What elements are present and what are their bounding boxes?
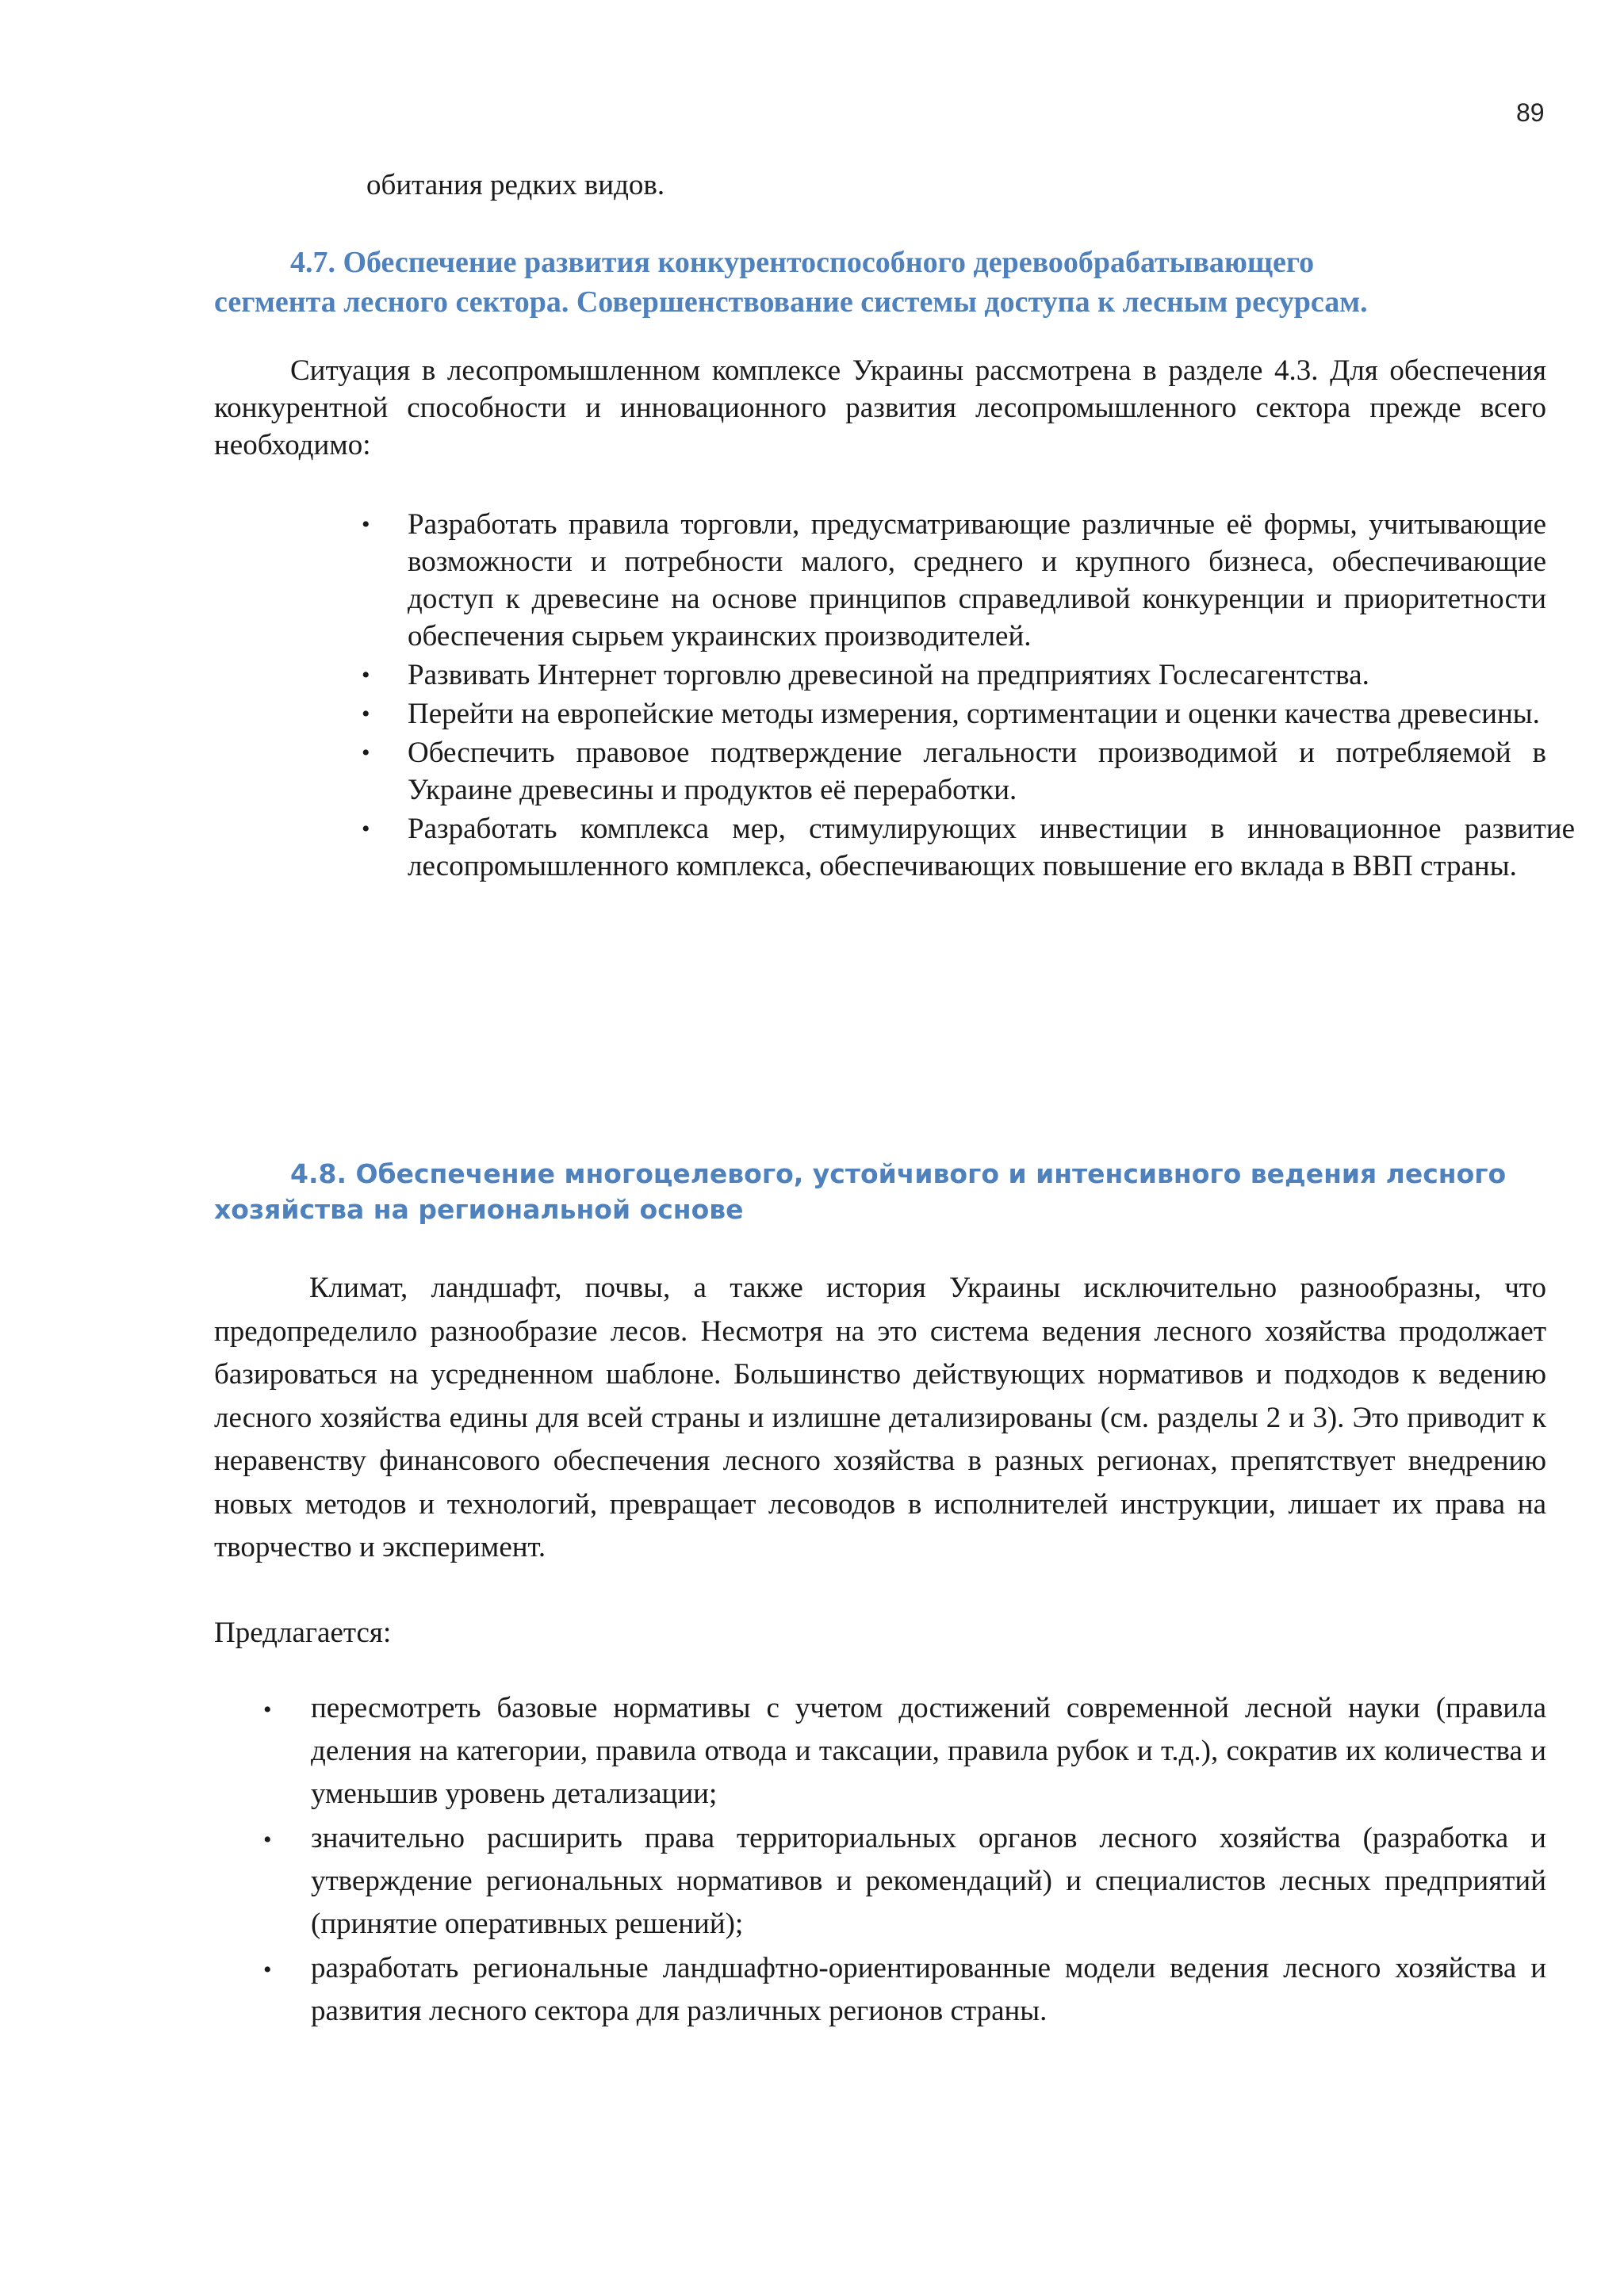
list-item [362, 656, 1546, 694]
section-4-7-paragraph: Ситуация в лесопромышленном комплексе Украины рассмотрена в разделе 4.3. Для обеспечения конкурентной способности и инновационного развития лесопромышленного сектора прежде всего необходимо: [214, 354, 1546, 461]
list-item [263, 1817, 1546, 1946]
list-item-text: значительно расширить права территориальных органов лесного хозяйства (разработка и утверждение региональных нормативов и рекомендаций) и специалистов лесных предприятий (принятие оперативных решений); [311, 1822, 1546, 1940]
section-4-7-heading-line2: сегмента лесного сектора. Совершенствование системы доступа к лесным ресурсам. [214, 285, 1368, 319]
list-item-text: Разработать правила торговли, предусматривающие различные её формы, учитывающие возможности и потребности малого, среднего и крупного бизнеса, обеспечивающие доступ к древесине на основе принципов справедливой конкуренции и приоритетности обеспечения сырьем украинских производителей. [408, 508, 1546, 652]
bullet-icon: • [362, 701, 370, 727]
bullet-icon: • [362, 511, 370, 538]
section-4-8-heading-line2: хозяйства на региональной основе [214, 1194, 744, 1225]
section-4-8-paragraph: Климат, ландшафт, почвы, а также история Украины исключительно разнообразны, что предопределило разнообразие лесов. Несмотря на это система ведения лесного хозяйства продолжает базироваться на усредненном шаблоне. Большинство действующих нормативов и подходов к ведению лесного хозяйства едины для всей страны и излишне детализированы (см. разделы 2 и 3). Это приводит к неравенству финансового обеспечения лесного хозяйства в разных регионах, препятствует внедрению новых методов и технологий, превращает лесоводов в исполнителей инструкции, лишает их права на творчество и эксперимент. [214, 1272, 1546, 1563]
bullet-icon: • [263, 1957, 272, 1983]
section-4-8-heading-line1: 4.8. Обеспечение многоцелевого, устойчивого и интенсивного ведения лесного [290, 1158, 1507, 1189]
bullet-icon: • [362, 740, 370, 766]
section-4-8-list [263, 1687, 1546, 2034]
page-number: 89 [1516, 98, 1545, 127]
bullet-icon: • [263, 1827, 272, 1853]
list-item [362, 506, 1546, 655]
list-item [263, 1947, 1546, 2033]
bullet-icon: • [362, 816, 370, 842]
list-item-text: пересмотреть базовые нормативы с учетом достижений современной лесной науки (правила деления на категории, правила отвода и таксации, правила рубок и т.д.), сократив их количества и уменьшив уровень детализации; [311, 1692, 1546, 1810]
list-item [263, 1687, 1546, 1816]
section-4-7-list [362, 506, 1575, 886]
list-item [362, 810, 1575, 885]
bullet-icon: • [263, 1697, 272, 1723]
section-4-7-heading-line1: 4.7. Обеспечение развития конкурентоспособного деревообрабатывающего [290, 246, 1315, 279]
list-item-text: разработать региональные ландшафтно-ориентированные модели ведения лесного хозяйства и развития лесного сектора для различных регионов страны. [311, 1952, 1546, 2027]
list-item [362, 695, 1546, 733]
bullet-icon: • [362, 662, 370, 688]
list-item-text: Разработать комплекса мер, стимулирующих инвестиции в инновационное развитие лесопромышленного комплекса, обеспечивающих повышение его вклада в ВВП страны. [408, 813, 1575, 882]
intro-line: обитания редких видов. [366, 169, 665, 201]
list-item-text: Развивать Интернет торговлю древесиной на предприятиях Гослесагентства. [408, 659, 1369, 691]
list-item-text: Обеспечить правовое подтверждение легальности производимой и потребляемой в Украине древесины и продуктов её переработки. [408, 737, 1546, 806]
list-item [362, 734, 1546, 809]
list-item-text: Перейти на европейские методы измерения, сортиментации и оценки качества древесины. [408, 698, 1540, 730]
proposal-label: Предлагается: [214, 1617, 392, 1649]
